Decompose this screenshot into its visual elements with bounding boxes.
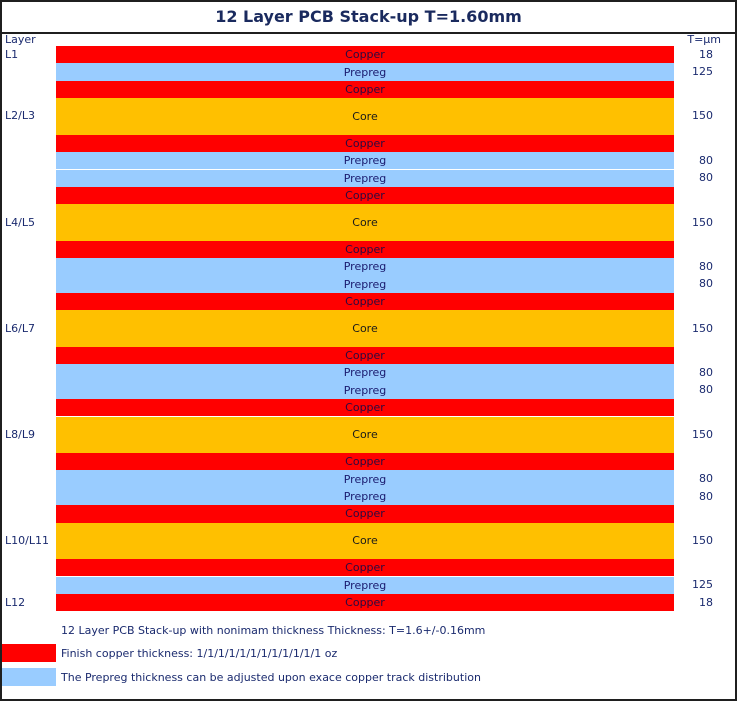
copper-layer-band: Copper [56,399,674,416]
prepreg-layer-band: Prepreg [56,470,674,487]
copper-layer-band: Copper [56,81,674,98]
thickness-value: 80 [699,383,713,397]
copper-layer-band: Copper [56,135,674,152]
page-title: 12 Layer PCB Stack-up T=1.60mm [2,2,735,34]
thickness-value: 150 [692,321,713,335]
prepreg-layer-band: Prepreg [56,63,674,80]
prepreg-layer-band: Prepreg [56,577,674,594]
copper-layer-band: Copper [56,505,674,522]
core-layer-band: Core [56,523,674,560]
layer-label: L8/L9 [5,427,35,441]
thickness-value: 125 [692,65,713,79]
thickness-value: 80 [699,171,713,185]
prepreg-legend-swatch [2,668,56,686]
copper-layer-band: Copper [56,453,674,470]
prepreg-layer-band: Prepreg [56,488,674,505]
copper-layer-band: Copper [56,46,674,63]
thickness-value: 18 [699,595,713,609]
thickness-value: 150 [692,427,713,441]
thickness-column-header: T=μm [687,33,721,46]
layer-label: L4/L5 [5,215,35,229]
prepreg-layer-band: Prepreg [56,276,674,293]
thickness-value: 150 [692,215,713,229]
core-layer-band: Core [56,417,674,454]
thickness-value: 80 [699,489,713,503]
layer-column-header: Layer [5,33,36,46]
prepreg-layer-band: Prepreg [56,152,674,169]
layer-label: L6/L7 [5,321,35,335]
copper-layer-band: Copper [56,241,674,258]
core-layer-band: Core [56,98,674,135]
prepreg-layer-band: Prepreg [56,364,674,381]
prepreg-legend-text: The Prepreg thickness can be adjusted upon exace copper track distribution [61,671,481,684]
layer-label: L10/L11 [5,533,49,547]
copper-legend-text: Finish copper thickness: 1/1/1/1/1/1/1/1/1/1/1/1 oz [61,647,338,660]
thickness-value: 80 [699,153,713,167]
prepreg-layer-band: Prepreg [56,258,674,275]
layer-label: L2/L3 [5,109,35,123]
thickness-value: 80 [699,366,713,379]
prepreg-layer-band: Prepreg [56,382,674,399]
core-layer-band: Core [56,204,674,241]
prepreg-layer-band: Prepreg [56,170,674,187]
copper-legend-swatch [2,644,56,662]
stackup-diagram [2,2,735,699]
thickness-value: 150 [692,109,713,123]
thickness-value: 80 [699,472,713,486]
thickness-value: 150 [692,533,713,547]
copper-layer-band: Copper [56,347,674,364]
copper-layer-band: Copper [56,187,674,204]
layer-label: L12 [5,595,26,609]
stackup-summary-note: 12 Layer PCB Stack-up with nonimam thickness Thickness: T=1.6+/-0.16mm [61,624,486,637]
thickness-value: 80 [699,277,713,291]
thickness-value: 80 [699,259,713,273]
thickness-value: 125 [692,578,713,592]
copper-layer-band: Copper [56,293,674,310]
copper-layer-band: Copper [56,594,674,611]
thickness-value: 18 [699,47,713,61]
core-layer-band: Core [56,310,674,347]
copper-layer-band: Copper [56,559,674,576]
layer-label: L1 [5,47,19,61]
